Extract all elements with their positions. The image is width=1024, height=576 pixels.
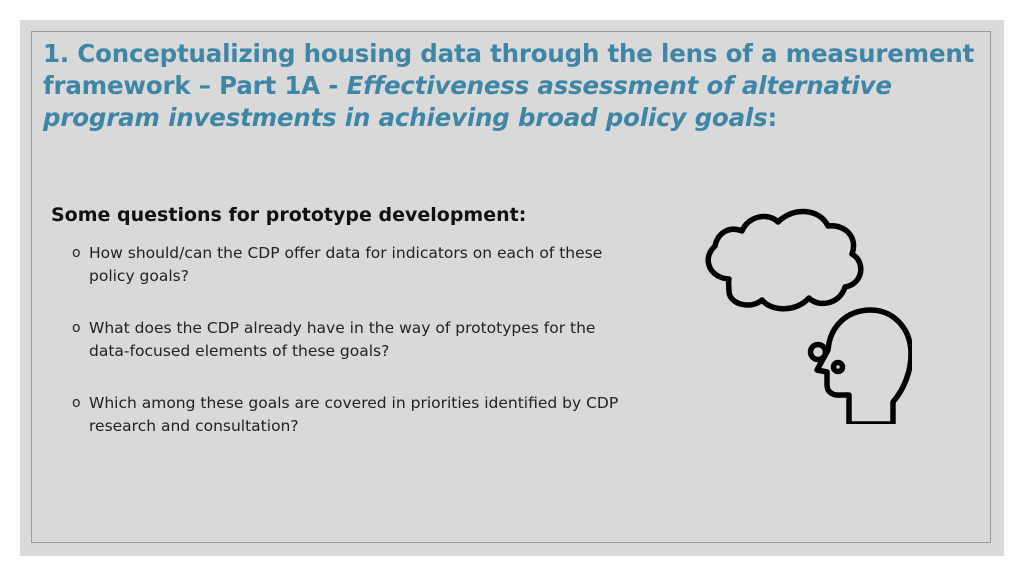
bullet-icon: o	[72, 395, 81, 411]
bullet-icon: o	[72, 245, 81, 261]
question-text: Which among these goals are covered in priorities identified by CDP research and consultation?	[89, 394, 619, 435]
bullet-icon: o	[72, 320, 81, 336]
question-item	[72, 242, 632, 288]
question-text: How should/can the CDP offer data for indicators on each of these policy goals?	[89, 244, 603, 285]
questions-heading: Some questions for prototype development:	[51, 204, 527, 226]
slide	[20, 20, 1004, 556]
thinking-head-icon	[692, 202, 912, 424]
title-colon: :	[767, 103, 778, 132]
thought-bubble-small-icon	[834, 363, 843, 372]
title-emphasis: Effectiveness assessment of alternative program investments in achieving broad policy goals	[43, 71, 892, 132]
question-item	[72, 317, 632, 363]
question-text: What does the CDP already have in the way of prototypes for the data-focused elements of these goals?	[89, 319, 596, 360]
title-text: 1. Conceptualizing housing data through the lens of a measurement framework – Part 1A -	[43, 39, 975, 100]
thought-cloud-icon	[708, 211, 861, 308]
question-item	[72, 392, 632, 438]
slide-title	[43, 38, 983, 134]
questions-list	[72, 242, 632, 467]
